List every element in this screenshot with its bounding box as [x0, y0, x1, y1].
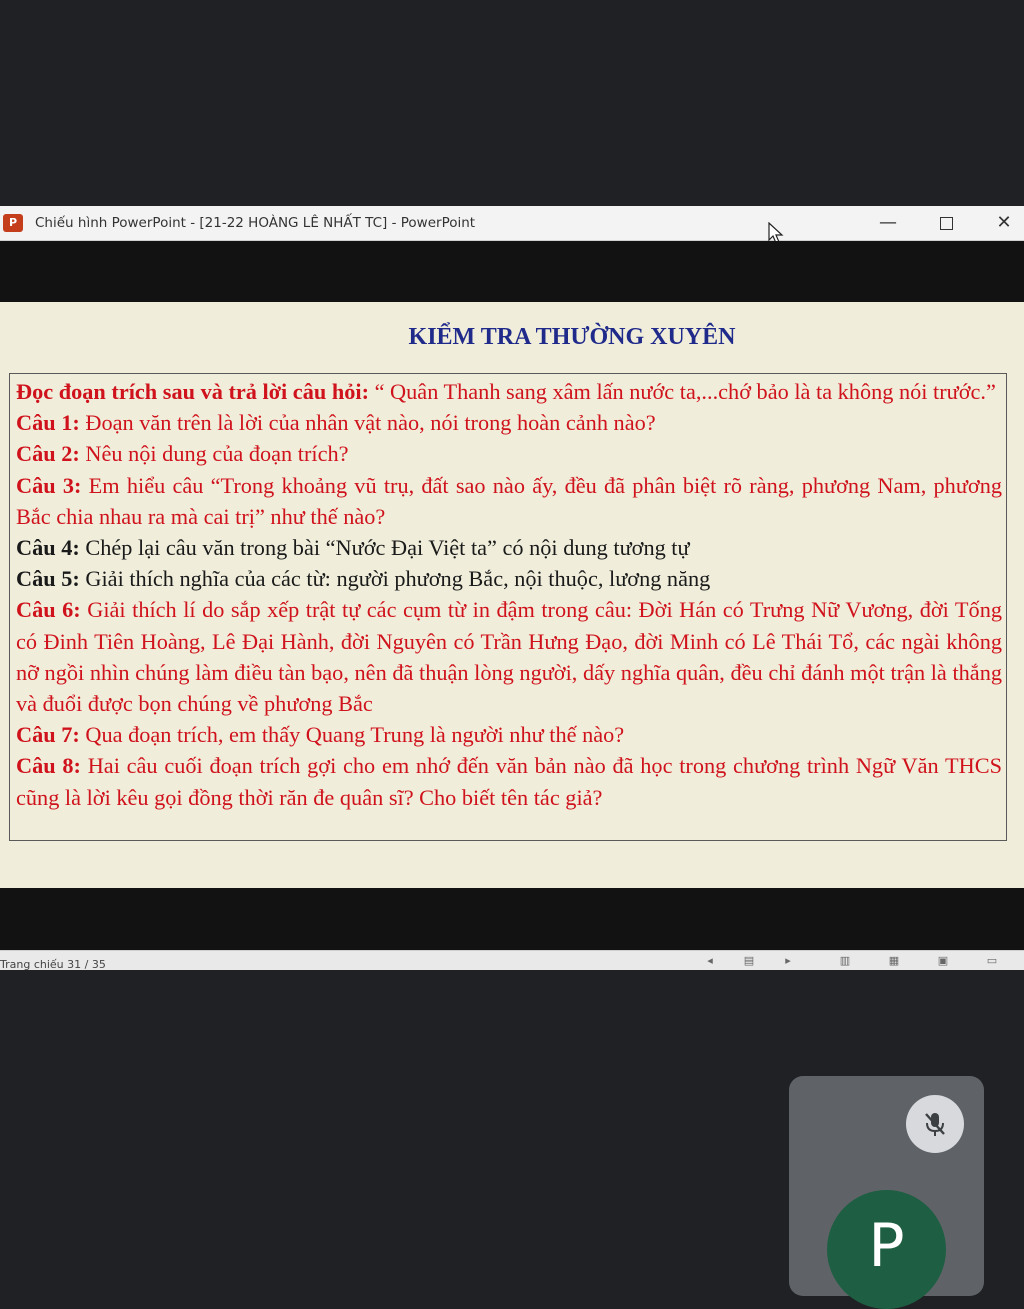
question-1 [16, 407, 1002, 438]
normal-view-icon[interactable]: ▥ [839, 954, 851, 967]
slideshow-view-icon[interactable]: ▭ [986, 954, 998, 967]
reading-view-icon[interactable]: ▣ [937, 954, 949, 967]
question-label: Câu 7: [16, 722, 80, 748]
slide-sorter-icon[interactable]: ▦ [888, 954, 900, 967]
intro-label: Đọc đoạn trích sau và trả lời câu hỏi: [16, 379, 369, 404]
question-label: Câu 8: [16, 753, 81, 779]
question-6 [16, 594, 1002, 719]
intro-line [16, 376, 1002, 407]
question-label: Câu 3: [16, 472, 82, 498]
mic-muted-button[interactable] [906, 1095, 964, 1153]
question-5 [16, 563, 1002, 594]
slide [0, 302, 1024, 888]
question-text: Giải thích nghĩa của các từ: người phương Bắc, nội thuộc, lương năng [79, 566, 711, 592]
question-4 [16, 532, 1002, 563]
window-title: Chiếu hình PowerPoint - [21-22 HOÀNG LÊ NHẤT TC] - PowerPoint [35, 215, 476, 231]
question-text: Hai câu cuối đoạn trích gợi cho em nhớ đến văn bản nào đã học trong chương trình Ngữ Văn THCS cũng là lời kêu gọi đồng thời răn đe quân sĩ? Cho biết tên tác giả? [16, 753, 1002, 810]
question-label: Câu 1: [16, 410, 80, 436]
participant-avatar: P [827, 1190, 946, 1309]
powerpoint-icon: P [3, 214, 23, 232]
maximize-button[interactable] [918, 206, 974, 240]
question-text: Nêu nội dung của đoạn trích? [79, 441, 349, 467]
question-2 [16, 438, 1002, 469]
question-label: Câu 6: [16, 597, 81, 623]
slide-title: KIỂM TRA THƯỜNG XUYÊN [408, 324, 736, 350]
previous-slide-icon[interactable]: ◂ [707, 954, 713, 967]
question-label: Câu 4: [16, 535, 80, 561]
question-text: Đoạn văn trên là lời của nhân vật nào, nói trong hoàn cảnh nào? [79, 410, 656, 436]
question-label: Câu 2: [16, 441, 80, 467]
window-titlebar [0, 206, 1024, 241]
question-label: Câu 5: [16, 566, 80, 592]
close-button[interactable]: ✕ [996, 212, 1012, 233]
minimize-button[interactable]: — [879, 212, 897, 233]
question-text: Em hiểu câu “Trong khoảng vũ trụ, đất sao nào ấy, đều đã phân biệt rõ ràng, phương Nam, phương Bắc chia nhau ra mà cai trị” như thế nào? [16, 472, 1002, 529]
question-3 [16, 470, 1002, 532]
menu-icon[interactable]: ▤ [743, 954, 755, 967]
question-text: Qua đoạn trích, em thấy Quang Trung là người như thế nào? [79, 722, 625, 748]
maximize-icon [940, 217, 953, 230]
question-8 [16, 750, 1002, 812]
participant-tile[interactable] [789, 1076, 984, 1296]
status-bar [0, 950, 1024, 970]
next-slide-icon[interactable]: ▸ [785, 954, 791, 967]
question-text: Giải thích lí do sắp xếp trật tự các cụm từ in đậm trong câu: Đời Hán có Trưng Nữ Vương, đời Tống có Đinh Tiên Hoàng, Lê Đại Hành, đời Nguyên có Trần Hưng Đạo, đời Minh có Lê Thái Tổ, các ngài không nỡ ngồi nhìn chúng làm điều tàn bạo, nên đã thuận lòng người, dấy nghĩa quân, đều chỉ đánh một trận là thắng và đuổi được bọn chúng về phương Bắc [16, 597, 1002, 717]
slide-counter: Trang chiếu 31 / 35 [0, 958, 106, 971]
question-text: Chép lại câu văn trong bài “Nước Đại Việt ta” có nội dung tương tự [79, 535, 690, 561]
mic-off-icon [920, 1109, 950, 1139]
question-7 [16, 719, 1002, 750]
questions-box [9, 373, 1007, 841]
intro-text: “ Quân Thanh sang xâm lấn nước ta,...chớ bảo là ta không nói trước.” [369, 379, 996, 404]
